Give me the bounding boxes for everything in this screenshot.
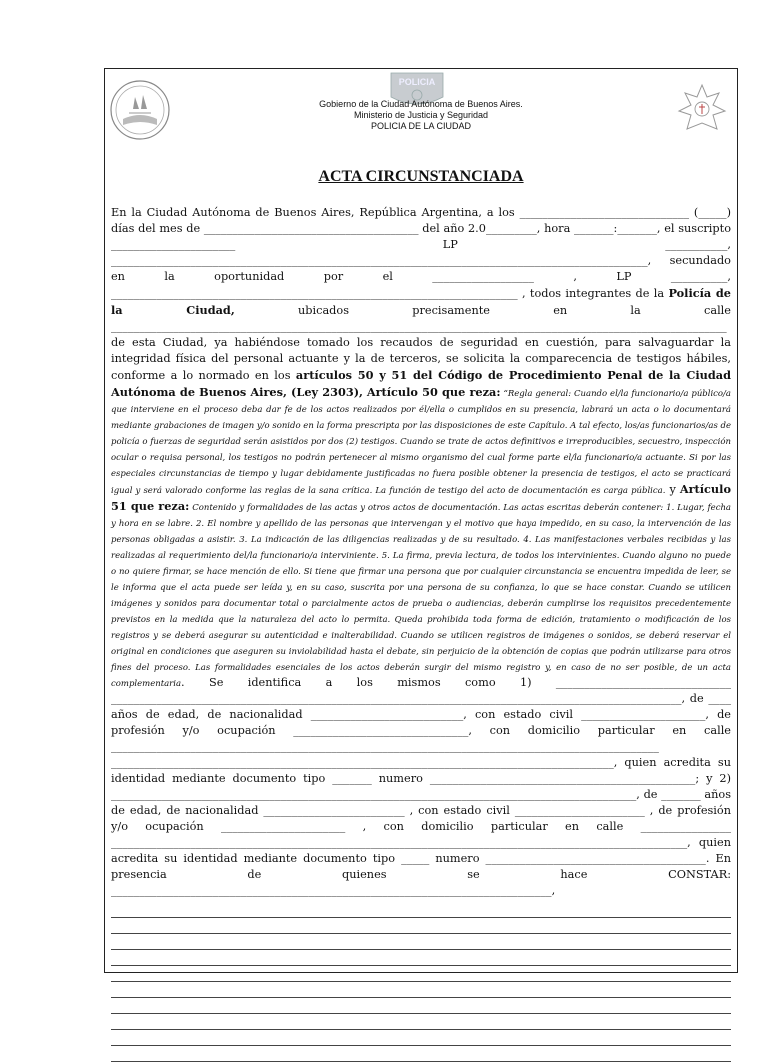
header-police: POLICIA DE LA CIUDAD (370, 121, 472, 131)
document-title: ACTA CIRCUNSTANCIADA (318, 168, 524, 185)
police-name: Policía de la Ciudad, (111, 286, 731, 317)
header-ministry: Ministerio de Justicia y Seguridad (353, 110, 489, 120)
article-50-text: “Regla general: Cuando el/la funcionario/a público/a que interviene en el proceso deba dar fe de los actos realizados por él/ella o cumplidos en su presencia, labrará un acta o lo documentará mediante grabaciones de imagen y/o sonido en la forma prescripta por las disposiciones de este Capítulo. A tal efecto, los/as funcionarios/as de policía o fuerzas de seguridad serán asistidos por dos (2) testigos. Cuando se trate de actos definitivos e irreproducibles, secuestro, inspección ocular o requisa personal, los testigos no podrán pertenecer al mismo organismo del cual forme parte el/la funcionario/a actuante. Si por las especiales circunstancias de tiempo y lugar debidamente justificadas no fuera posible obtener la presencia de testigos, el acto se practicará igual y será valorado conforme las reglas de la sana crítica. La función de testigo del acto de documentación es carga pública. (111, 389, 731, 496)
conjunction: y (665, 483, 680, 496)
document-frame (104, 68, 738, 973)
document-body (111, 205, 731, 1062)
article-51-label: Artículo 51 que reza: (111, 482, 731, 513)
witness-identification-text: . Se identifica a los mismos como 1) _______________________________ _____________________________________________________________________________________________________, de ____ años de edad, de nacionalidad ___________________________, con estado civil ______________________, de profesión y/o ocupación _______________________________, con domicilio particular en calle _________________________________________________________________________________________________ _________________________________________________________________________________________, quien acredita su identidad mediante documento tipo _______ numero _______________________________________________; y 2) _____________________________________________________________________________________________, de _______ años de edad, de nacionalidad _________________________ , con estado civil _______________________ , de profesión y/o ocupación ______________________ , con domicilio particular en calle ________________ ______________________________________________________________________________________________________, quien acredita su identidad mediante documento tipo _____ numero _______________________________________. En presencia de quienes se hace CONSTAR: ______________________________________________________________________________, (111, 676, 731, 897)
constar-lines[interactable] (111, 902, 731, 1062)
blank-line[interactable] (111, 1014, 731, 1030)
location-text: ubicados precisamente en la calle _____________________________________________________________________________________________________________ de esta Ciudad, ya habiéndose tomado los recaudos de seguridad en cuestión, para salvaguardar la integridad física del personal actuante y la de terceros, se solicita la comparecencia de testigos hábiles, conforme a lo normado en los (111, 304, 731, 382)
article-51-text: Contenido y formalidades de las actas y otros actos de documentación. Las actas escritas deberán contener: 1. Lugar, fecha y hora en se labre. 2. El nombre y apellido de las personas que intervengan y el motivo que haya impedido, en su caso, la intervención de las personas obligadas a asistir. 3. La indicación de las diligencias realizadas y de su resultado. 4. Las manifestaciones verbales recibidas y las realizadas al requerimiento del/la funcionario/a interviniente. 5. La firma, previa lectura, de todos los intervinientes. Cuando alguno no puede o no quiere firmar, se hace mención de ello. Si tiene que firmar una persona que por cualquier circunstancia se encuentra impedida de leer, se le informa que el acta puede ser leída y, en su caso, suscrita por una persona de su confianza, lo que se hace constar. Cuando se utilicen imágenes y sonidos para documentar total o parcialmente actos de prueba o audiencias, deberán cumplirse los requisitos precedentemente previstos en la medida que la naturaleza del acto lo permita. Queda prohibida toda forma de edición, tratamiento o modificación de los registros y se deberá asegurar su autenticidad e inalterabilidad. Cuando se utilicen registros de imágenes o sonidos, se deberá reservar el original en condiciones que aseguren su inviolabilidad hasta el debate, sin perjuicio de la obtención de copias que podrán utilizarse para otros fines del proceso. Las formalidades esenciales de los actos deberán surgir del mismo registro y, en caso de no ser posible, de un acta complementaria (111, 503, 732, 689)
intro-text: En la Ciudad Autónoma de Buenos Aires, República Argentina, a los ______________________________ (_____) días del mes de ______________________________________ del año 2.0_________, hora _______:_______, el suscripto ______________________ LP ___________, _______________________________________________________________________________________________, secundado en la oportunidad por el __________________ , LP __________, ________________________________________________________________________ , todos integrantes de la (111, 206, 731, 300)
blank-line[interactable] (111, 934, 731, 950)
paragraph-intro (111, 205, 731, 899)
blank-line[interactable] (111, 982, 731, 998)
legal-reference: artículos 50 y 51 del Código de Procedimiento Penal de la Ciudad Autónoma de Buenos Aires, (Ley 2303), (111, 368, 731, 399)
blank-line[interactable] (111, 902, 731, 918)
blank-line[interactable] (111, 998, 731, 1014)
blank-line[interactable] (111, 966, 731, 982)
blank-line[interactable] (111, 950, 731, 966)
header (105, 99, 737, 132)
header-government: Gobierno de la Ciudad Autónoma de Buenos Aires. (319, 99, 523, 109)
blank-line[interactable] (111, 1046, 731, 1062)
badge-text: POLICIA (398, 77, 436, 87)
blank-line[interactable] (111, 918, 731, 934)
article-50-label: Artículo 50 que reza: (366, 385, 501, 399)
blank-line[interactable] (111, 1030, 731, 1046)
